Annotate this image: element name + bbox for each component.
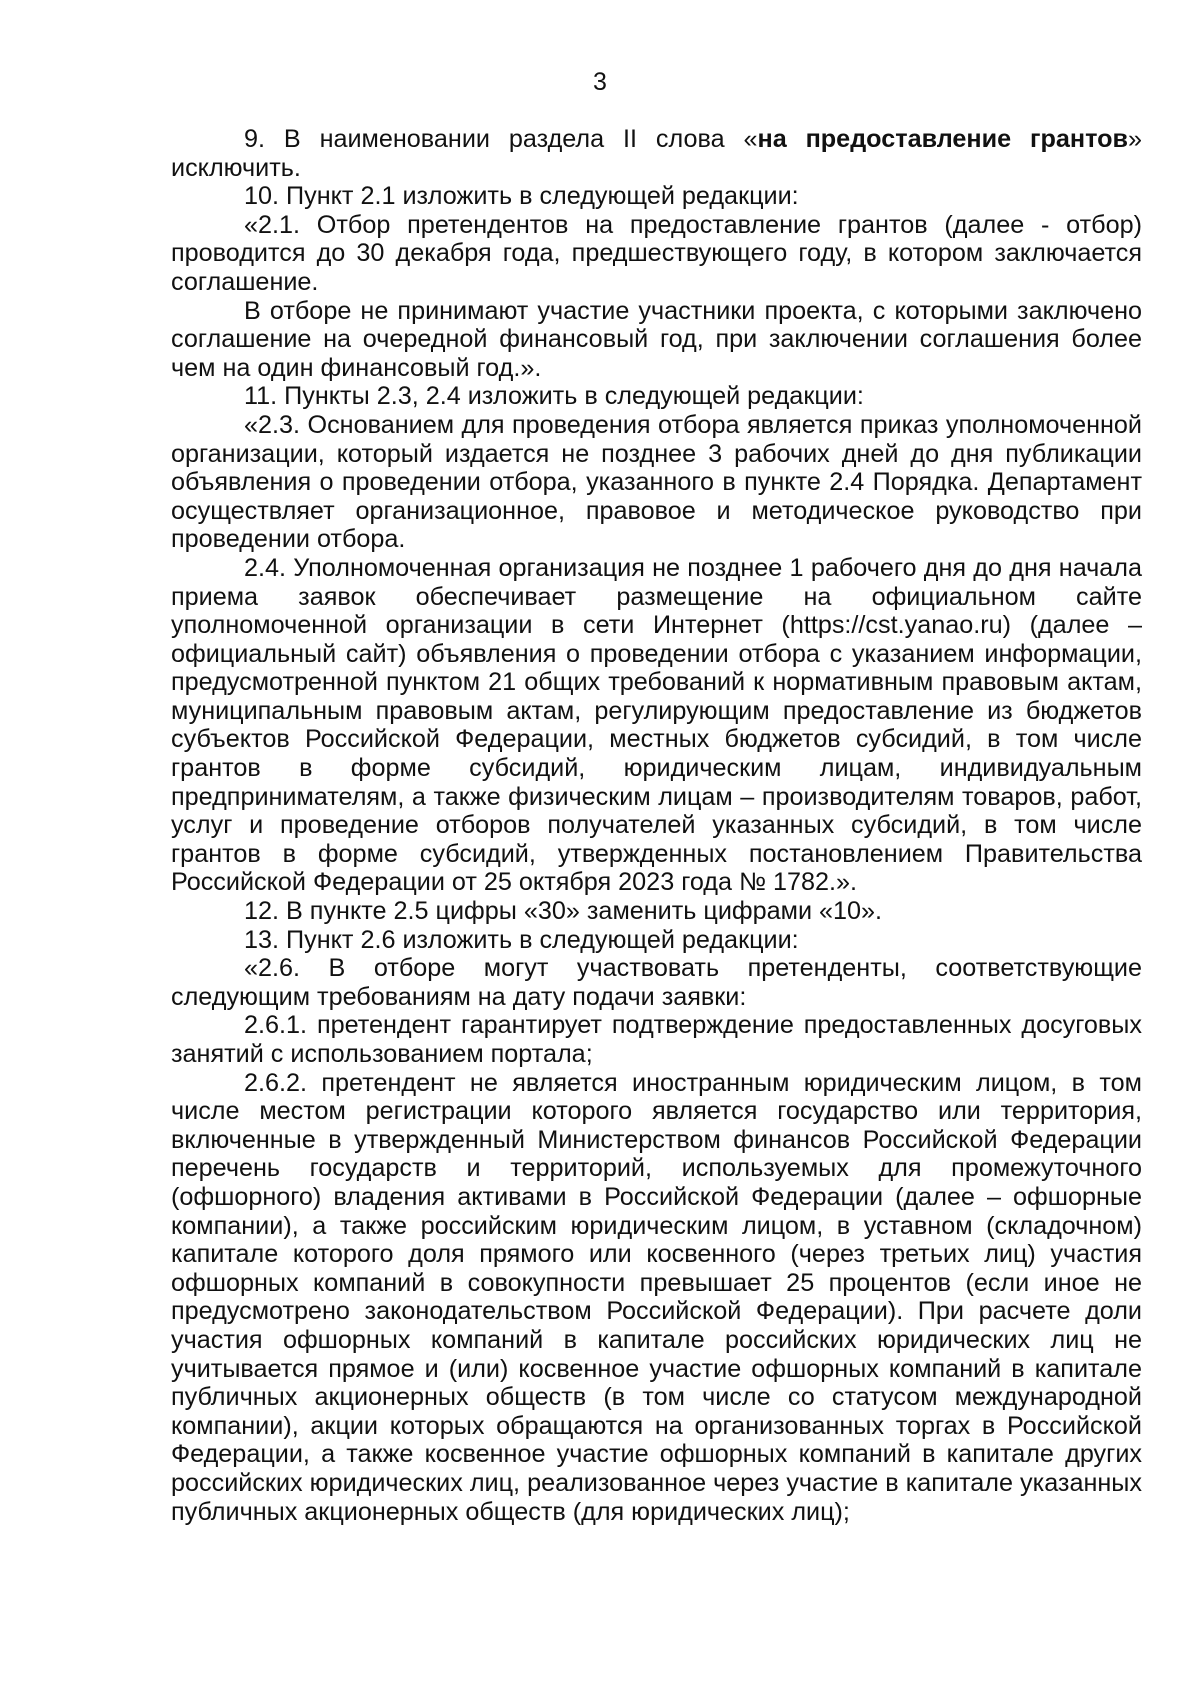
paragraph-2-6-1: 2.6.1. претендент гарантирует подтверждение предоставленных досуговых занятий с использованием портала; <box>171 1011 1142 1068</box>
document-body <box>171 125 1142 1526</box>
paragraph-text-end: » исключить. <box>171 125 1142 182</box>
paragraph-9 <box>171 125 1142 182</box>
paragraph-12: 12. В пункте 2.5 цифры «30» заменить цифрами «10». <box>244 897 883 926</box>
paragraph-11: 11. Пункты 2.3, 2.4 изложить в следующей редакции: <box>244 382 864 411</box>
paragraph-2-1-continued: В отборе не принимают участие участники проекта, с которыми заключено соглашение на очередной финансовый год, при заключении соглашения более чем на один финансовый год.». <box>171 296 1142 382</box>
paragraph-2-1: «2.1. Отбор претендентов на предоставление грантов (далее - отбор) проводится до 30 декабря года, предшествующего году, в котором заключается соглашение. <box>171 210 1142 296</box>
paragraph-bold-text: на предоставление грантов <box>757 125 1128 153</box>
paragraph-13: 13. Пункт 2.6 изложить в следующей редакции: <box>244 925 799 954</box>
paragraph-2-4: 2.4. Уполномоченная организация не позднее 1 рабочего дня до дня начала приема заявок обеспечивает размещение на официальном сайте уполномоченной организации в сети Интернет (https://cst.yanao.ru) (далее – официальный сайт) объявления о проведении отбора с указанием информации, предусмотренной пунктом 21 общих требований к нормативным правовым актам, муниципальным правовым актам, регулирующим предоставление из бюджетов субъектов Российской Федерации, местных бюджетов субсидий, в том числе грантов в форме субсидий, юридическим лицам, индивидуальным предпринимателям, а также физическим лицам – производителям товаров, работ, услуг и проведение отборов получателей указанных субсидий, в том числе грантов в форме субсидий, утвержденных постановлением Правительства Российской Федерации от 25 октября 2023 года № 1782.». <box>171 553 1142 897</box>
page-number: 3 <box>593 68 607 96</box>
paragraph-2-6-2: 2.6.2. претендент не является иностранным юридическим лицом, в том числе местом регистрации которого является государство или территория, включенные в утвержденный Министерством финансов Российской Федерации перечень государств и территорий, используемых для промежуточного (офшорного) владения активами в Российской Федерации (далее – офшорные компании), а также российским юридическим лицом, в уставном (складочном) капитале которого доля прямого или косвенного (через третьих лиц) участия офшорных компаний в совокупности превышает 25 процентов (если иное не предусмотрено законодательством Российской Федерации). При расчете доли участия офшорных компаний в капитале российских юридических лиц не учитывается прямое и (или) косвенное участие офшорных компаний в капитале публичных акционерных обществ (в том числе со статусом международной компании), акции которых обращаются на организованных торгах в Российской Федерации, а также косвенное участие офшорных компаний в капитале других российских юридических лиц, реализованное через участие в капитале указанных публичных акционерных обществ (для юридических лиц); <box>171 1068 1142 1526</box>
paragraph-10: 10. Пункт 2.1 изложить в следующей редакции: <box>244 182 799 211</box>
paragraph-text: 9. В наименовании раздела II слова « <box>244 125 758 153</box>
paragraph-2-3: «2.3. Основанием для проведения отбора является приказ уполномоченной организации, который издается не позднее 3 рабочих дней до дня публикации объявления о проведении отбора, указанного в пункте 2.4 Порядка. Департамент осуществляет организационное, правовое и методическое руководство при проведении отбора. <box>171 410 1142 554</box>
paragraph-2-6: «2.6. В отборе могут участвовать претенденты, соответствующие следующим требованиям на дату подачи заявки: <box>171 954 1142 1011</box>
